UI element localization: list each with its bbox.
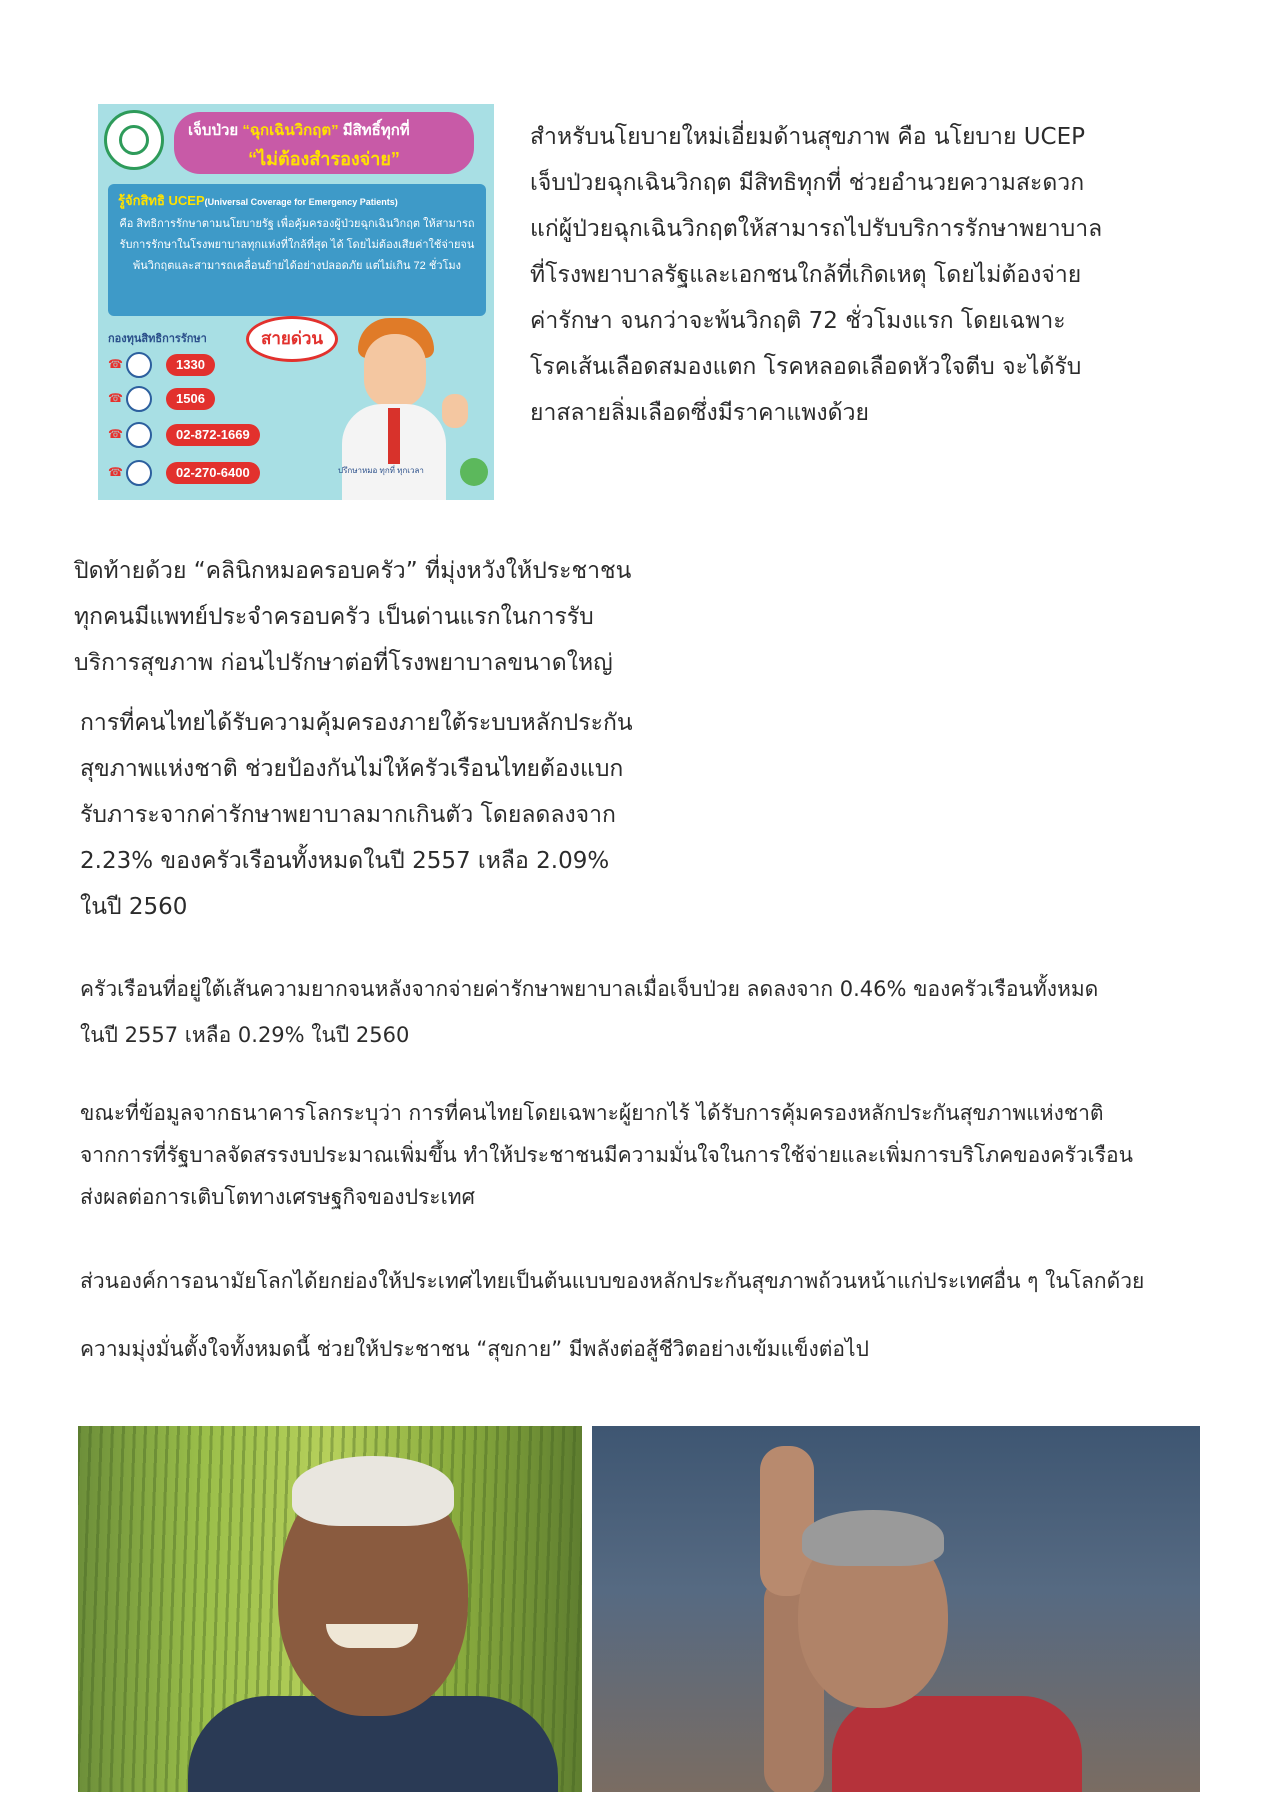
- paragraph-line: ปิดท้ายด้วย “คลินิกหมอครอบครัว” ที่มุ่งหวังให้ประชาชน: [74, 558, 632, 584]
- paragraph-line: 2.23% ของครัวเรือนทั้งหมดในปี 2557 เหลือ 2.09%: [80, 848, 610, 874]
- hotline-number: 1506: [166, 388, 215, 410]
- paragraph-line: บริการสุขภาพ ก่อนไปรักษาต่อที่โรงพยาบาลขนาดใหญ่: [74, 650, 613, 676]
- photo-elderly-woman: [592, 1426, 1200, 1792]
- thumbs-up-icon: [442, 394, 468, 428]
- paragraph-line: ในปี 2557 เหลือ 0.29% ในปี 2560: [80, 1023, 410, 1047]
- paragraph-line: ส่วนองค์การอนามัยโลกได้ยกย่องให้ประเทศไทยเป็นต้นแบบของหลักประกันสุขภาพถ้วนหน้าแก่ประเทศอื่น ๆ ในโลกด้วย: [80, 1269, 1145, 1293]
- infographic-banner: [174, 112, 474, 174]
- photo-dress: [832, 1696, 1082, 1792]
- fund-title: กองทุนสิทธิการรักษา: [108, 333, 207, 345]
- phone-icon: ☎: [108, 465, 123, 479]
- paragraph-line: ความมุ่งมั่นตั้งใจทั้งหมดนี้ ช่วยให้ประชาชน “สุขกาย” มีพลังต่อสู้ชีวิตอย่างเข้มแข็งต่อไป: [80, 1337, 869, 1361]
- line-logo-icon: [460, 458, 488, 486]
- ucep-infographic: [98, 104, 494, 500]
- fund-logo-icon: [126, 352, 152, 378]
- family-clinic-paragraph: [74, 548, 631, 686]
- ministry-logo-icon: [104, 110, 164, 170]
- paragraph-line: ส่งผลต่อการเติบโตทางเศรษฐกิจของประเทศ: [80, 1185, 475, 1209]
- fund-logo-icon: [126, 386, 152, 412]
- operator-illustration-tie: [388, 408, 400, 464]
- paragraph-line: การที่คนไทยได้รับความคุ้มครองภายใต้ระบบหลักประกัน: [80, 710, 633, 736]
- ucep-paragraph: [530, 114, 1102, 436]
- hotline-number: 02-872-1669: [166, 424, 260, 446]
- paragraph-line: โรคเส้นเลือดสมองแตก โรคหลอดเลือดหัวใจตีบ จะได้รับ: [530, 354, 1082, 380]
- fund-logo-icon: [126, 422, 152, 448]
- coverage-paragraph: [80, 700, 633, 930]
- poverty-paragraph: [80, 966, 1098, 1058]
- paragraph-line: แก่ผู้ป่วยฉุกเฉินวิกฤตให้สามารถไปรับบริการรักษาพยาบาล: [530, 216, 1103, 242]
- paragraph-line: ในปี 2560: [80, 894, 188, 920]
- paragraph-line: ทุกคนมีแพทย์ประจำครอบครัว เป็นด่านแรกในการรับ: [74, 604, 594, 630]
- ucep-info-box: [108, 184, 486, 316]
- closing-paragraph: [80, 1326, 869, 1372]
- paragraph-line: ค่ารักษา จนกว่าจะพ้นวิกฤติ 72 ชั่วโมงแรก โดยเฉพาะ: [530, 308, 1066, 334]
- paragraph-line: เจ็บป่วยฉุกเฉินวิกฤต มีสิทธิทุกที่ ช่วยอำนวยความสะดวก: [530, 170, 1085, 196]
- paragraph-line: ที่โรงพยาบาลรัฐและเอกชนใกล้ที่เกิดเหตุ โดยไม่ต้องจ่าย: [530, 262, 1082, 288]
- paragraph-line: สำหรับนโยบายใหม่เอี่ยมด้านสุขภาพ คือ นโยบาย UCEP: [530, 124, 1086, 150]
- paragraph-line: ครัวเรือนที่อยู่ใต้เส้นความยากจนหลังจากจ่ายค่ารักษาพยาบาลเมื่อเจ็บป่วย ลดลงจาก 0.46% ของครัวเรือนทั้งหมด: [80, 977, 1099, 1001]
- banner-line-2: “ไม่ต้องสำรองจ่าย”: [248, 149, 400, 169]
- hotline-bubble: สายด่วน: [246, 316, 338, 362]
- fund-logo-icon: [126, 460, 152, 486]
- phone-icon: ☎: [108, 427, 123, 441]
- infographic-footer: ปรึกษาหมอ ทุกที่ ทุกเวลา: [338, 466, 424, 475]
- world-bank-paragraph: [80, 1092, 1133, 1218]
- paragraph-line: รับภาระจากค่ารักษาพยาบาลมากเกินตัว โดยลดลงจาก: [80, 802, 616, 828]
- paragraph-line: ยาสลายลิ่มเลือดซึ่งมีราคาแพงด้วย: [530, 400, 869, 426]
- photo-hair: [292, 1456, 454, 1526]
- photo-smile: [326, 1624, 418, 1648]
- ucep-box-body: คือ สิทธิการรักษาตามนโยบายรัฐ เพื่อคุ้มครองผู้ป่วยฉุกเฉินวิกฤต ให้สามารถรับการรักษาในโรงพยาบาลทุกแห่งที่ใกล้ที่สุด ได้ โดยไม่ต้องเสียค่าใช้จ่ายจนพ้นวิกฤตและสามารถเคลื่อนย้ายได้อย่างปลอดภัย แต่ไม่เกิน 72 ชั่วโมง: [119, 218, 475, 272]
- paragraph-line: ขณะที่ข้อมูลจากธนาคารโลกระบุว่า การที่คนไทยโดยเฉพาะผู้ยากไร้ ได้รับการคุ้มครองหลักประกันสุขภาพแห่งชาติ: [80, 1101, 1104, 1125]
- who-paragraph: [80, 1258, 1144, 1304]
- hotline-number: 02-270-6400: [166, 462, 260, 484]
- photo-hair: [802, 1510, 944, 1566]
- hotline-number: 1330: [166, 354, 215, 376]
- phone-icon: ☎: [108, 391, 123, 405]
- photo-elderly-man: [78, 1426, 582, 1792]
- paragraph-line: จากการที่รัฐบาลจัดสรรงบประมาณเพิ่มขึ้น ทำให้ประชาชนมีความมั่นใจในการใช้จ่ายและเพิ่มการบริโภคของครัวเรือน: [80, 1143, 1133, 1167]
- phone-icon: ☎: [108, 357, 123, 371]
- ucep-box-title: รู้จักสิทธิ UCEP(Universal Coverage for Emergency Patients): [118, 193, 398, 208]
- banner-line-1: เจ็บป่วย “ฉุกเฉินวิกฤต” มีสิทธิ์ทุกที่: [188, 122, 410, 139]
- paragraph-line: สุขภาพแห่งชาติ ช่วยป้องกันไม่ให้ครัวเรือนไทยต้องแบก: [80, 756, 624, 782]
- operator-illustration-head: [364, 334, 426, 408]
